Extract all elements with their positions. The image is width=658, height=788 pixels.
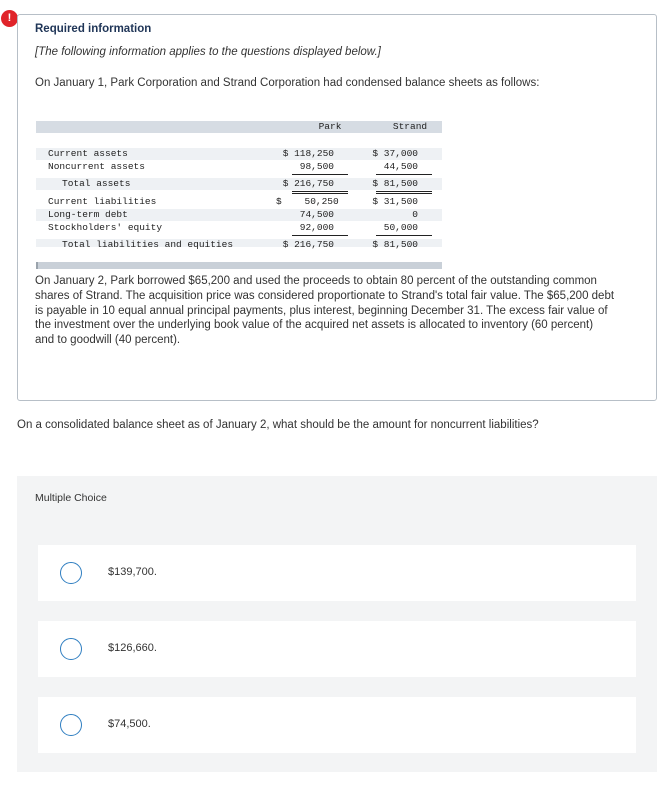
park-value: 92,000 — [299, 222, 334, 233]
park-value: $ 118,250 — [282, 148, 334, 159]
column-header-park: Park — [318, 121, 342, 132]
row-label: Noncurrent assets — [48, 161, 145, 172]
table-row — [36, 239, 442, 251]
table-row — [36, 222, 442, 234]
strand-value: $ 81,500 — [372, 178, 418, 189]
radio-button[interactable] — [60, 562, 82, 584]
table-row — [36, 161, 442, 173]
choice-label: $74,500. — [108, 718, 151, 730]
balance-sheet-table — [36, 121, 442, 254]
table-footer-band — [36, 262, 442, 269]
intro-text: On January 1, Park Corporation and Strand Corporation had condensed balance sheets as follows: — [35, 77, 540, 89]
row-label: Current liabilities — [48, 196, 157, 207]
table-header-band — [36, 121, 442, 133]
subtotal-rule — [292, 235, 348, 236]
park-value: 98,500 — [299, 161, 334, 172]
park-value: $ 216,750 — [282, 178, 334, 189]
table-row — [36, 178, 442, 190]
table-row — [36, 209, 442, 221]
total-double-rule — [376, 191, 432, 194]
alert-icon: ! — [1, 10, 18, 27]
strand-value: 44,500 — [383, 161, 418, 172]
strand-value: $ 37,000 — [372, 148, 418, 159]
choice-label: $126,660. — [108, 642, 157, 654]
info-applies-note: [The following information applies to the questions displayed below.] — [35, 46, 381, 58]
radio-button[interactable] — [60, 714, 82, 736]
subtotal-rule — [292, 174, 348, 175]
total-double-rule — [292, 191, 348, 194]
strand-value: 0 — [412, 209, 418, 220]
park-value: $ 50,250 — [276, 196, 339, 207]
subtotal-rule — [376, 235, 432, 236]
strand-value: $ 31,500 — [372, 196, 418, 207]
radio-button[interactable] — [60, 638, 82, 660]
row-label: Total assets — [62, 178, 131, 189]
table-row — [36, 148, 442, 160]
scenario-paragraph: On January 2, Park borrowed $65,200 and used the proceeds to obtain 80 percent of the outstanding common shares of Strand. The acquisition price was considered proportionate to Strand's total fair value. The $65,200 debt is payable in 10 equal annual principal payments, plus interest, beginning December 31. The excess fair value of the investment over the underlying book value of the acquired net assets is allocated to inventory (60 percent) and to goodwill (40 percent). — [35, 275, 615, 347]
choice-option-1[interactable] — [38, 545, 636, 601]
park-value: 74,500 — [299, 209, 334, 220]
row-label: Stockholders' equity — [48, 222, 163, 233]
required-information-title: Required information — [35, 23, 152, 35]
choice-option-2[interactable] — [38, 621, 636, 677]
table-row — [36, 196, 442, 208]
choice-option-3[interactable] — [38, 697, 636, 753]
subtotal-rule — [376, 174, 432, 175]
row-label: Long-term debt — [48, 209, 128, 220]
row-label: Total liabilities and equities — [62, 239, 234, 250]
choice-label: $139,700. — [108, 566, 157, 578]
strand-value: 50,000 — [383, 222, 418, 233]
strand-value: $ 81,500 — [372, 239, 418, 250]
question-text: On a consolidated balance sheet as of January 2, what should be the amount for noncurrent liabilities? — [17, 419, 539, 431]
column-header-strand: Strand — [392, 121, 428, 132]
park-value: $ 216,750 — [282, 239, 334, 250]
multiple-choice-header: Multiple Choice — [35, 492, 107, 504]
row-label: Current assets — [48, 148, 128, 159]
